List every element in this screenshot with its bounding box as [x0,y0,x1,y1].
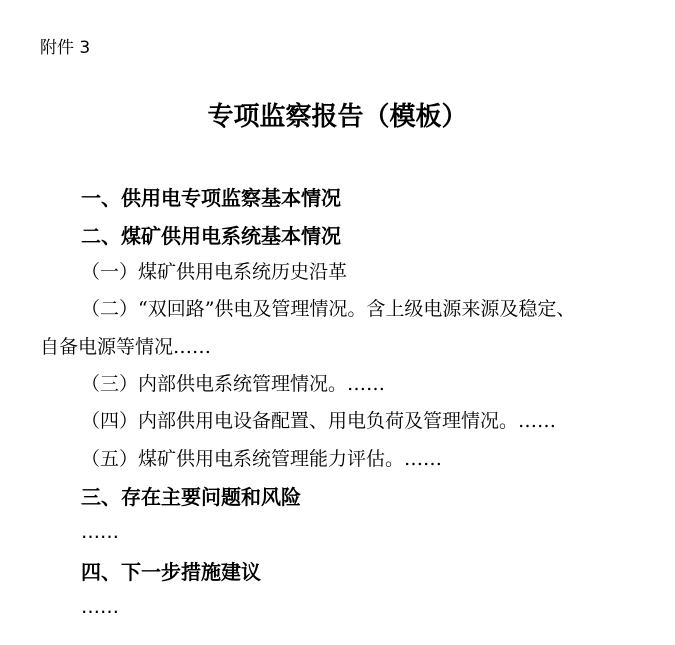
section-heading-3: 三、存在主要问题和风险 [81,485,301,509]
subsection-item-2: （二）“双回路”供电及管理情况。含上级电源来源及稳定、 [81,298,576,320]
subsection-item-4: （四）内部供用电设备配置、用电负荷及管理情况。…… [81,410,557,432]
section-heading-2: 二、煤矿供用电系统基本情况 [81,224,341,248]
document-title: 专项监察报告（模板） [207,102,468,132]
section-heading-4: 四、下一步措施建议 [81,560,261,584]
subsection-item-3: （三）内部供电系统管理情况。…… [81,373,386,395]
subsection-item-5: （五）煤矿供用电系统管理能力评估。…… [81,448,443,470]
attachment-label: 附件 3 [40,38,91,58]
subsection-item-1: （一）煤矿供用电系统历史沿革 [81,261,348,283]
section-4-content: …… [81,596,119,618]
section-heading-1: 一、供用电专项监察基本情况 [81,186,341,210]
subsection-item-2-continuation: 自备电源等情况…… [40,336,212,358]
section-3-content: …… [81,521,119,543]
